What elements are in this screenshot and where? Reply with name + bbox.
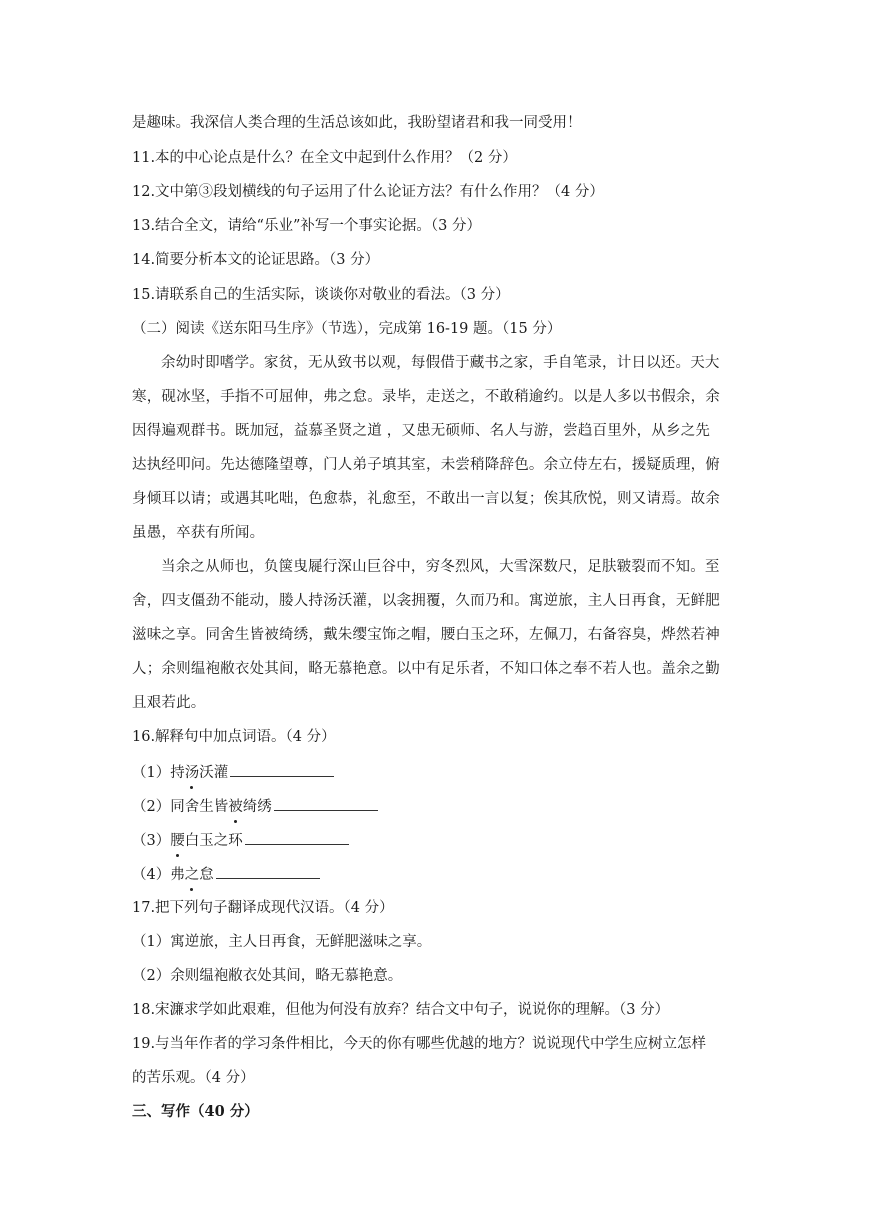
question-16-item [132, 761, 334, 783]
question-18: 18.宋濂求学如此艰难，但他为何没有放弃？结合文中句子，说说你的理解。（3 分） [132, 1002, 670, 1018]
question-15: 15.请联系自己的生活实际，谈谈你对敬业的看法。（3 分） [132, 287, 510, 303]
passage1-line: 因得遍观群书。既加冠，益慕圣贤之道 ，又患无硕师、名人与游，尝趋百里外，从乡之先 [132, 423, 711, 439]
item-number: （4） [132, 867, 171, 883]
passage1-line: 寒，砚冰坚，手指不可屈伸，弗之怠。录毕，走送之，不敢稍逾约。以是人多以书假余，余 [132, 389, 720, 405]
passage1-line: 身倾耳以请；或遇其叱咄，色愈恭，礼愈至，不敢出一言以复；俟其欣悦，则又请焉。故余 [132, 491, 720, 507]
item-text: 怠 [199, 867, 214, 883]
answer-blank[interactable] [274, 795, 378, 811]
question-14: 14.简要分析本文的论证思路。（3 分） [132, 252, 380, 268]
question-11: 11.本的中心论点是什么？在全文中起到什么作用？（2 分） [132, 150, 517, 166]
question-17-stem: 17.把下列句子翻译成现代汉语。（4 分） [132, 900, 394, 916]
question-16-item [132, 863, 320, 885]
dotted-word: 腰 [170, 833, 185, 849]
item-number: （3） [132, 833, 171, 849]
passage1-line: 虽愚，卒获有所闻。 [132, 525, 265, 541]
passage2-line: 舍，四支僵劲不能动，媵人持汤沃灌，以衾拥覆，久而乃和。寓逆旅，主人日再食，无鲜肥 [132, 593, 720, 609]
question-12: 12.文中第③段划横线的句子运用了什么论证方法？有什么作用？（4 分） [132, 184, 604, 200]
item-number: （2） [132, 799, 171, 815]
question-17-item-2: （2）余则缊袍敝衣处其间，略无慕艳意。 [132, 968, 403, 984]
answer-blank[interactable] [216, 863, 320, 879]
question-13: 13.结合全文，请给“乐业”补写一个事实论据。（3 分） [132, 218, 481, 234]
question-16-item [132, 795, 378, 817]
dotted-word: 汤 [184, 765, 200, 781]
item-text: 弗 [170, 867, 185, 883]
intro-line: 是趣味。我深信人类合理的生活总该如此，我盼望诸君和我一同受用！ [132, 115, 582, 131]
passage2-line: 人；余则缊袍敝衣处其间，略无慕艳意。以中有足乐者，不知口体之奉不若人也。盖余之勤 [132, 661, 720, 677]
item-number: （1） [132, 765, 171, 781]
dotted-word: 被 [228, 799, 243, 815]
passage2-line: 且艰若此。 [132, 695, 206, 711]
passage1-line: 达执经叩问。先达德隆望尊，门人弟子填其室，未尝稍降辞色。余立侍左右，援疑质理，俯 [132, 457, 720, 473]
dotted-word: 之 [184, 867, 200, 883]
answer-blank[interactable] [230, 761, 334, 777]
item-text: 绮绣 [242, 799, 272, 815]
answer-blank[interactable] [245, 829, 349, 845]
question-19-line-2: 的苦乐观。（4 分） [132, 1070, 255, 1086]
passage1-line: 余幼时即嗜学。家贫，无从致书以观，每假借于藏书之家，手自笔录，计日以还。天大 [161, 355, 720, 371]
item-text: 白玉之环 [184, 833, 243, 849]
section-3-heading: 三、写作（40 分） [132, 1103, 259, 1120]
question-16-stem: 16.解释句中加点词语。（4 分） [132, 729, 336, 745]
item-text: 沃灌 [199, 765, 229, 781]
passage2-line: 滋味之享。同舍生皆被绮绣，戴朱缨宝饰之帽，腰白玉之环，左佩刀，右备容臭，烨然若神 [132, 627, 720, 643]
passage2-line: 当余之从师也，负箧曳屣行深山巨谷中，穷冬烈风，大雪深数尺，足肤皲裂而不知。至 [161, 559, 720, 575]
question-16-item [132, 829, 349, 851]
section-2-heading: （二）阅读《送东阳马生序》（节选），完成第 16-19 题。（15 分） [132, 321, 562, 337]
item-text: 持 [170, 765, 185, 781]
question-19-line-1: 19.与当年作者的学习条件相比，今天的你有哪些优越的地方？说说现代中学生应树立怎样 [132, 1036, 707, 1052]
item-text: 同舍生皆 [170, 799, 229, 815]
question-17-item-1: （1）寓逆旅，主人日再食，无鲜肥滋味之享。 [132, 934, 432, 950]
